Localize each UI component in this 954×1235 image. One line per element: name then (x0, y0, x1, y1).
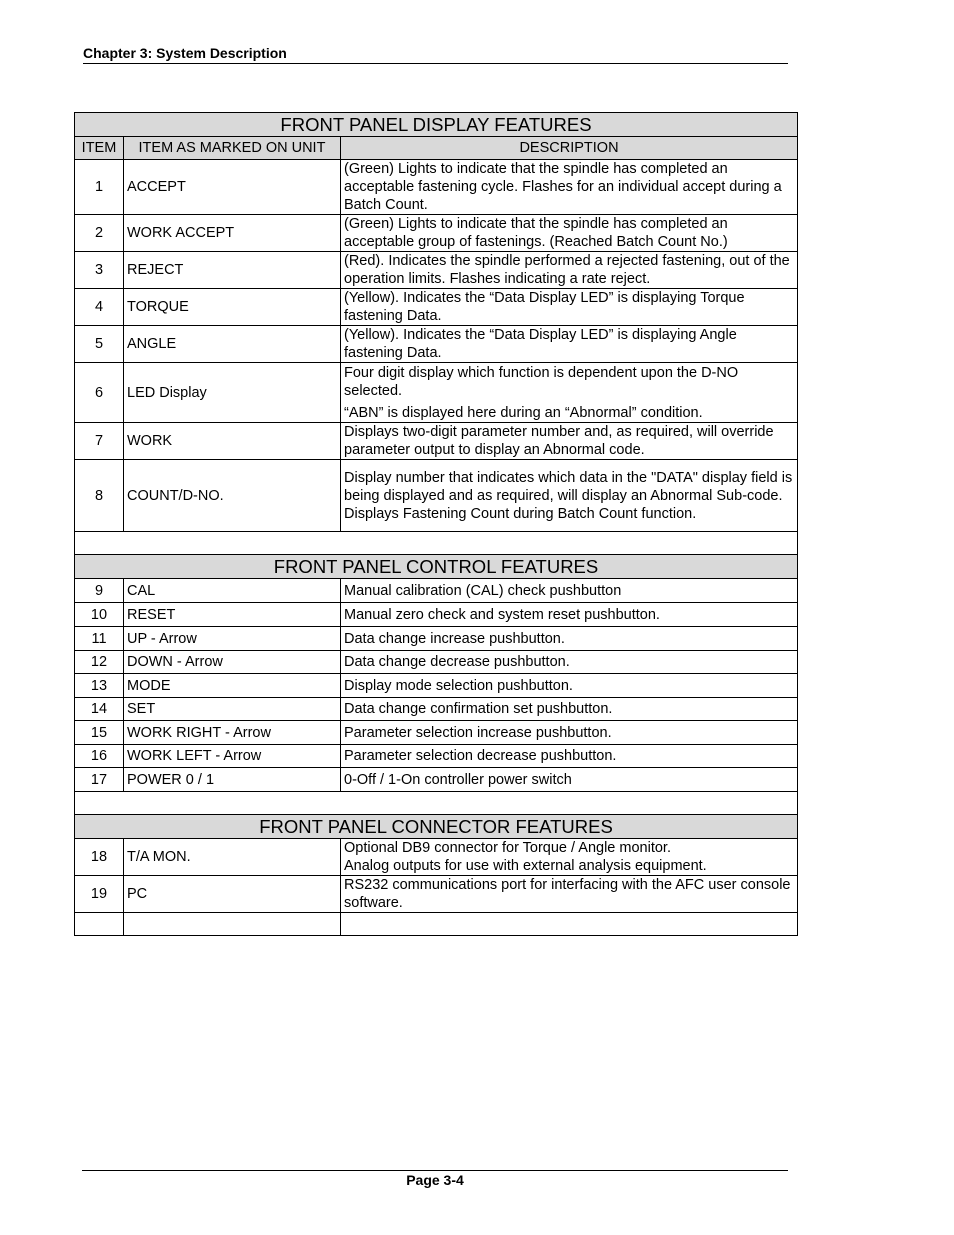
description-text: (Green) Lights to indicate that the spindle has completed an acceptable fastening cycle. Flashes for an individual accept during a Batch Count. (344, 161, 782, 213)
item-marked-name: PC (124, 876, 341, 913)
table-row (75, 160, 798, 215)
description-text: (Yellow). Indicates the “Data Display LED” is displaying Angle fastening Data. (344, 327, 737, 361)
item-description (341, 579, 798, 603)
item-marked-name: ANGLE (124, 326, 341, 363)
item-description (341, 768, 798, 792)
item-description (341, 627, 798, 651)
description-text: RS232 communications port for interfacing with the AFC user console software. (344, 877, 791, 911)
item-description (341, 698, 798, 721)
empty-row (75, 913, 798, 936)
item-marked-name: WORK ACCEPT (124, 215, 341, 252)
item-number: 12 (75, 651, 124, 674)
description-text: Display mode selection pushbutton. (344, 677, 573, 694)
table-row (75, 768, 798, 792)
item-number: 5 (75, 326, 124, 363)
item-description (341, 363, 798, 423)
table-row (75, 460, 798, 532)
control-rows (75, 579, 798, 792)
description-text: Manual zero check and system reset pushbutton. (344, 606, 660, 623)
item-marked-name: WORK (124, 423, 341, 460)
footer-rule (82, 1170, 788, 1171)
description-text: Optional DB9 connector for Torque / Angle monitor. (344, 840, 671, 856)
table-row (75, 627, 798, 651)
item-marked-name: DOWN - Arrow (124, 651, 341, 674)
item-marked-name: SET (124, 698, 341, 721)
table-row (75, 674, 798, 698)
item-number: 3 (75, 252, 124, 289)
item-marked-name: ACCEPT (124, 160, 341, 215)
description-text: Parameter selection decrease pushbutton. (344, 748, 617, 764)
description-text: (Yellow). Indicates the “Data Display LED” is displaying Torque fastening Data. (344, 290, 745, 324)
description-text: “ABN” is displayed here during an “Abnormal” condition. (344, 404, 703, 421)
item-marked-name: CAL (124, 579, 341, 603)
connector-rows (75, 839, 798, 913)
item-marked-name: WORK LEFT - Arrow (124, 745, 341, 768)
item-number: 8 (75, 460, 124, 532)
description-text: Displays two-digit parameter number and, as required, will override parameter output to display an Abnormal code. (344, 424, 774, 458)
table-row (75, 215, 798, 252)
item-description (341, 745, 798, 768)
item-number: 19 (75, 876, 124, 913)
item-marked-name: RESET (124, 603, 341, 627)
chapter-header: Chapter 3: System Description (83, 45, 788, 64)
item-description (341, 651, 798, 674)
table-row (75, 876, 798, 913)
item-number: 6 (75, 363, 124, 423)
item-description (341, 326, 798, 363)
item-description (341, 252, 798, 289)
item-number: 16 (75, 745, 124, 768)
section-title: FRONT PANEL CONTROL FEATURES (75, 555, 798, 579)
item-description (341, 289, 798, 326)
item-marked-name: POWER 0 / 1 (124, 768, 341, 792)
item-description (341, 839, 798, 876)
item-marked-name: TORQUE (124, 289, 341, 326)
table-row (75, 839, 798, 876)
item-marked-name: COUNT/D-NO. (124, 460, 341, 532)
description-text: Data change increase pushbutton. (344, 630, 565, 647)
column-header-marked: ITEM AS MARKED ON UNIT (124, 137, 341, 160)
item-marked-name: REJECT (124, 252, 341, 289)
description-text: Data change confirmation set pushbutton. (344, 701, 613, 717)
item-marked-name: UP - Arrow (124, 627, 341, 651)
description-text: Manual calibration (CAL) check pushbutton (344, 582, 622, 599)
item-description (341, 876, 798, 913)
description-text: (Green) Lights to indicate that the spindle has completed an acceptable group of fastenings. (Reached Batch Count No.) (344, 216, 728, 250)
item-number: 2 (75, 215, 124, 252)
item-number: 17 (75, 768, 124, 792)
column-header-description: DESCRIPTION (341, 137, 798, 160)
description-text: 0-Off / 1-On controller power switch (344, 771, 572, 788)
page-number: Page 3-4 (406, 1172, 464, 1188)
item-number: 1 (75, 160, 124, 215)
description-text: Display number that indicates which data in the "DATA" display field is being displayed and as required, will display an Abnormal Sub-code. Displays Fastening Count during Batch Count function. (344, 469, 793, 522)
item-marked-name: WORK RIGHT - Arrow (124, 721, 341, 745)
item-number: 18 (75, 839, 124, 876)
item-description (341, 215, 798, 252)
item-description (341, 423, 798, 460)
column-header-item: ITEM (75, 137, 124, 160)
description-text: Four digit display which function is dependent upon the D-NO selected. (344, 364, 739, 399)
table-row (75, 651, 798, 674)
item-description (341, 603, 798, 627)
item-number: 10 (75, 603, 124, 627)
table-row (75, 698, 798, 721)
table-row (75, 579, 798, 603)
item-description (341, 674, 798, 698)
item-number: 15 (75, 721, 124, 745)
table-row (75, 745, 798, 768)
table-row (75, 289, 798, 326)
table-row (75, 326, 798, 363)
description-text: Analog outputs for use with external analysis equipment. (344, 858, 707, 874)
display-rows (75, 160, 798, 532)
item-marked-name: T/A MON. (124, 839, 341, 876)
item-description (341, 160, 798, 215)
description-text: (Red). Indicates the spindle performed a rejected fastening, out of the operation limits. Flashes indicating a rate reject. (344, 253, 790, 287)
item-description (341, 460, 798, 532)
item-marked-name: MODE (124, 674, 341, 698)
display-section (75, 113, 798, 160)
description-text: Parameter selection increase pushbutton. (344, 724, 612, 741)
item-number: 4 (75, 289, 124, 326)
item-number: 7 (75, 423, 124, 460)
description-text: Data change decrease pushbutton. (344, 654, 570, 670)
spacer-row (75, 532, 798, 555)
item-description (341, 721, 798, 745)
table-row (75, 423, 798, 460)
table-row (75, 252, 798, 289)
column-header-row (75, 137, 798, 160)
item-marked-name: LED Display (124, 363, 341, 423)
spacer-row (75, 792, 798, 815)
table-row (75, 721, 798, 745)
section-title: FRONT PANEL CONNECTOR FEATURES (75, 815, 798, 839)
section-title: FRONT PANEL DISPLAY FEATURES (75, 113, 798, 137)
table-row (75, 363, 798, 423)
item-number: 13 (75, 674, 124, 698)
item-number: 11 (75, 627, 124, 651)
front-panel-features-table (74, 112, 798, 936)
item-number: 9 (75, 579, 124, 603)
item-number: 14 (75, 698, 124, 721)
table-row (75, 603, 798, 627)
